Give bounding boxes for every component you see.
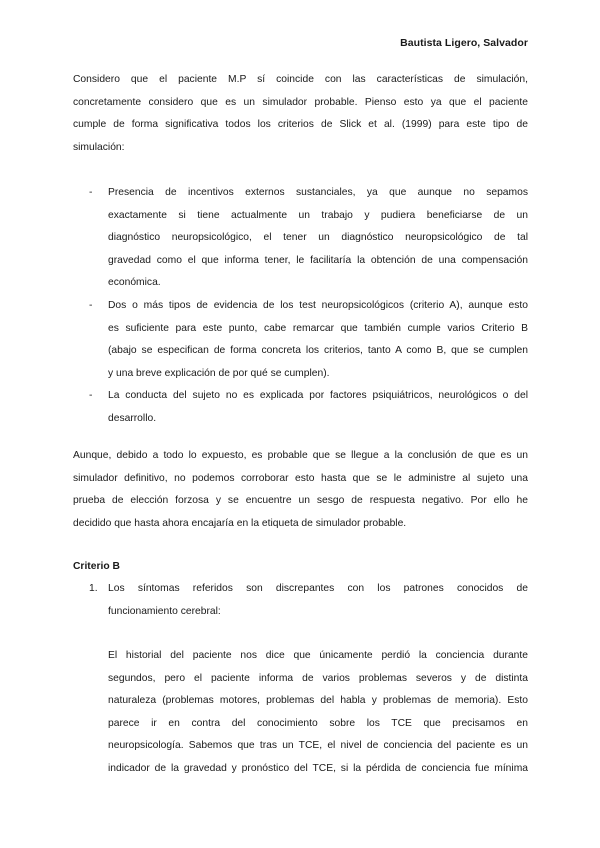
criterio-b-item [73, 578, 528, 623]
explanation-line: segundos, pero el paciente informa de varios problemas severos y de distinta [108, 672, 528, 684]
bullet-line: exactamente si tiene actualmente un trabajo y pudiera beneficiarse de un [108, 209, 528, 221]
intro-line: Considero que el paciente M.P sí coincide con las características de simulación, [73, 74, 528, 85]
bullet-item-incentives [73, 182, 528, 295]
explanation-line: naturaleza (problemas motores, problemas del habla y problemas de memoria). Esto [108, 695, 528, 707]
bullet-line: La conducta del sujeto no es explicada por factores psiquiátricos, neurológicos o del [108, 390, 528, 402]
bullet-line: es suficiente para este punto, cabe remarcar que también cumple varios Criterio B [108, 322, 528, 334]
bullet-line: gravedad como el que informa tener, le facilitaría la obtención de una compensación [108, 254, 528, 266]
conclusion-line: decidido que hasta ahora encajaría en la etiqueta de simulador probable. [73, 517, 407, 529]
intro-line: concretamente considero que es un simulador probable. Pienso esto ya que el paciente [73, 96, 528, 108]
criteria-bullet-list [73, 182, 528, 431]
intro-line: cumple de forma significativa todos los criterios de Slick et al. (1999) para este tipo de [73, 119, 528, 131]
bullet-line: económica. [108, 277, 161, 289]
bullet-line: diagnóstico neuropsicológico, el tener un diagnóstico neuropsicológico de tal [108, 232, 528, 244]
conclusion-line: prueba de elección forzosa y se encuentre un sesgo de respuesta negativo. Por ello he [73, 495, 528, 507]
bullet-marker: - [89, 390, 93, 402]
conclusion-paragraph [73, 445, 528, 535]
conclusion-line: simulador definitivo, no podemos corroborar esto hasta que se le administre al sujeto una [73, 472, 528, 484]
bullet-marker: - [89, 299, 93, 311]
bullet-line: desarrollo. [108, 412, 157, 424]
explanation-line: parece ir en contra del conocimiento sobre los TCE que precisamos en [108, 717, 528, 729]
explanation-line: neuropsicología. Sabemos que tras un TCE, el nivel de conciencia del paciente es un [108, 740, 528, 752]
bullet-marker: - [89, 187, 93, 198]
intro-paragraph [73, 69, 528, 159]
criterio-b-explanation [108, 645, 528, 781]
conclusion-line: Aunque, debido a todo lo expuesto, es probable que se llegue a la conclusión de que es un [73, 450, 528, 461]
explanation-line: indicador de la gravedad y pronóstico del TCE, si la pérdida de conciencia fue mínima [108, 762, 528, 774]
author-header: Bautista Ligero, Salvador [400, 37, 528, 49]
criterio-b-list [73, 578, 528, 623]
bullet-line: y una breve explicación de por qué se cumplen). [108, 367, 330, 379]
bullet-line: Presencia de incentivos externos sustanciales, ya que aunque no sepamos [108, 187, 528, 198]
bullet-item-conduct [73, 385, 528, 430]
explanation-line: El historial del paciente nos dice que únicamente perdió la conciencia durante [108, 650, 528, 661]
bullet-item-evidence [73, 295, 528, 385]
item-line: funcionamiento cerebral: [108, 605, 221, 617]
bullet-line: Dos o más tipos de evidencia de los test neuropsicológicos (criterio A), aunque esto [108, 299, 528, 311]
item-line: Los síntomas referidos son discrepantes con los patrones conocidos de [108, 583, 528, 594]
criterio-b-heading: Criterio B [73, 561, 120, 572]
intro-line: simulación: [73, 141, 125, 153]
bullet-line: (abajo se especifican de forma concreta los criterios, tanto A como B, que se cumplen [108, 345, 528, 357]
item-number: 1. [89, 583, 98, 594]
